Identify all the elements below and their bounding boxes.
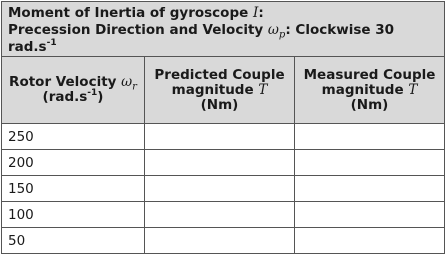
table-row [2, 228, 445, 254]
predicted-couple-cell[interactable] [145, 202, 295, 228]
inertia-colon: : [258, 5, 264, 21]
rotor-velocity-cell: 250 [2, 124, 145, 150]
predicted-couple-cell[interactable] [145, 228, 295, 254]
measured-couple-cell[interactable] [295, 202, 445, 228]
rotor-velocity-cell: 50 [2, 228, 145, 254]
rotor-subscript: r [132, 81, 137, 93]
precession-subscript: p [278, 29, 286, 41]
rotor-omega-symbol: ω [121, 74, 133, 90]
table-row [2, 176, 445, 202]
data-table-container [1, 1, 445, 254]
table-row [2, 124, 445, 150]
table-title [2, 2, 445, 57]
measured-couple-cell[interactable] [295, 176, 445, 202]
rotor-unit-exponent: -1 [87, 87, 98, 98]
inertia-label: Moment of Inertia of gyroscope [8, 5, 253, 21]
predicted-unit: (Nm) [200, 96, 239, 113]
column-header-predicted-couple [145, 57, 295, 124]
predicted-couple-cell[interactable] [145, 150, 295, 176]
rotor-velocity-cell: 200 [2, 150, 145, 176]
table-title-row [2, 2, 445, 57]
column-header-row [2, 57, 445, 124]
measured-magnitude-label: magnitude [321, 81, 409, 98]
rotor-velocity-cell: 100 [2, 202, 145, 228]
measured-couple-cell[interactable] [295, 150, 445, 176]
predicted-magnitude-label: magnitude [171, 81, 259, 98]
table-row [2, 150, 445, 176]
gyroscope-data-table [1, 1, 445, 254]
measured-couple-cell[interactable] [295, 124, 445, 150]
measured-couple-cell[interactable] [295, 228, 445, 254]
predicted-couple-label: Predicted Couple [154, 66, 285, 83]
predicted-couple-cell[interactable] [145, 124, 295, 150]
column-header-rotor-velocity [2, 57, 145, 124]
predicted-torque-symbol: T [258, 81, 268, 98]
measured-couple-label: Measured Couple [303, 66, 436, 83]
rotor-velocity-label: Rotor Velocity [9, 74, 122, 90]
measured-torque-symbol: T [408, 81, 418, 98]
measured-unit: (Nm) [350, 96, 389, 113]
title-line-precession [8, 22, 440, 56]
table-row [2, 202, 445, 228]
title-line-inertia [8, 5, 440, 22]
precession-omega-symbol: ω [267, 22, 279, 38]
inertia-symbol: I [252, 5, 259, 21]
precession-label: Precession Direction and Velocity [8, 22, 268, 38]
rotor-velocity-cell: 150 [2, 176, 145, 202]
rotor-unit-close: ) [97, 89, 104, 105]
rotor-unit: (rad.s [42, 89, 88, 105]
precession-value: : Clockwise 30 rad.s [8, 22, 394, 55]
precession-unit-exponent: -1 [46, 37, 57, 48]
column-header-measured-couple [295, 57, 445, 124]
predicted-couple-cell[interactable] [145, 176, 295, 202]
